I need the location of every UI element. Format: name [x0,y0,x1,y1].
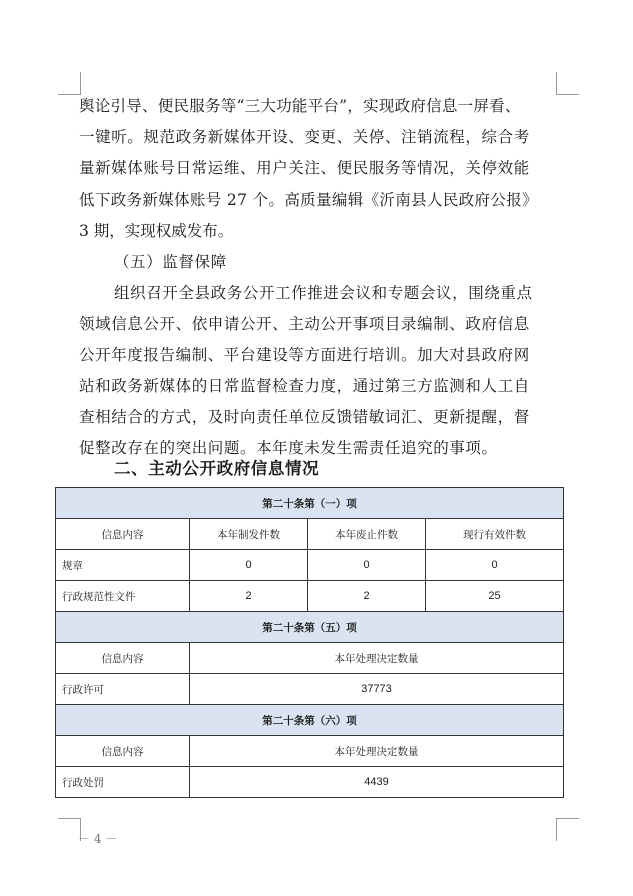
body-line: 领域信息公开、依申请公开、主动公开事项目录编制、政府信息 [79,315,530,333]
column-header: 信息内容 [56,643,190,674]
body-line: 站和政务新媒体的日常监督检查力度，通过第三方监测和人工自 [79,377,530,395]
page-number: － 4 － [78,832,118,846]
table-header-row [56,519,564,550]
body-line: 促整改存在的突出问题。本年度未发生需责任追究的事项。 [79,439,498,457]
disclosure-table [55,487,564,798]
table-cell: 25 [426,581,564,612]
row-label: 规章 [56,550,190,581]
body-line: 舆论引导、便民服务等“三大功能平台”，实现政府信息一屏看、 [79,97,521,115]
table-cell: 0 [190,550,308,581]
table-row [56,767,564,798]
column-header: 现行有效件数 [426,519,564,550]
body-line: 量新媒体账号日常运维、用户关注、便民服务等情况，关停效能 [79,159,530,177]
table-section-header [56,488,564,519]
column-header: 本年处理决定数量 [190,736,564,767]
body-line: 组织召开全县政务公开工作推进会议和专题会议，围绕重点 [114,284,533,302]
body-line: 查相结合的方式，及时向责任单位反馈错敏词汇、更新提醒，督 [79,408,530,426]
table-section-header [56,612,564,643]
row-label: 行政处罚 [56,767,190,798]
section-title: 第二十条第（六）项 [56,705,564,736]
table-cell: 0 [308,550,426,581]
table-section-header [56,705,564,736]
table-header-row [56,736,564,767]
table-cell: 4439 [190,767,564,798]
row-label: 行政许可 [56,674,190,705]
body-line: 3 期，实现权威发布。 [79,222,234,240]
subheading-supervision: （五）监督保障 [114,253,227,271]
body-line: 低下政务新媒体账号 27 个。高质量编辑《沂南县人民政府公报》 [79,191,538,209]
crop-mark-top-right [556,72,579,95]
body-line: 公开年度报告编制、平台建设等方面进行培训。加大对县政府网 [79,346,530,364]
section-heading: 二、主动公开政府信息情况 [114,459,320,478]
crop-mark-top-left [58,72,81,95]
column-header: 信息内容 [56,519,190,550]
section-title: 第二十条第（五）项 [56,612,564,643]
table-row [56,581,564,612]
table-cell: 2 [308,581,426,612]
table-cell: 2 [190,581,308,612]
table-header-row [56,643,564,674]
body-line: 一键听。规范政务新媒体开设、变更、关停、注销流程，综合考 [79,128,530,146]
column-header: 本年制发件数 [190,519,308,550]
table-cell: 0 [426,550,564,581]
column-header: 信息内容 [56,736,190,767]
crop-mark-bottom-right [556,818,579,841]
table-row [56,550,564,581]
column-header: 本年处理决定数量 [190,643,564,674]
section-title: 第二十条第（一）项 [56,488,564,519]
column-header: 本年废止件数 [308,519,426,550]
row-label: 行政规范性文件 [56,581,190,612]
table-cell: 37773 [190,674,564,705]
table-row [56,674,564,705]
